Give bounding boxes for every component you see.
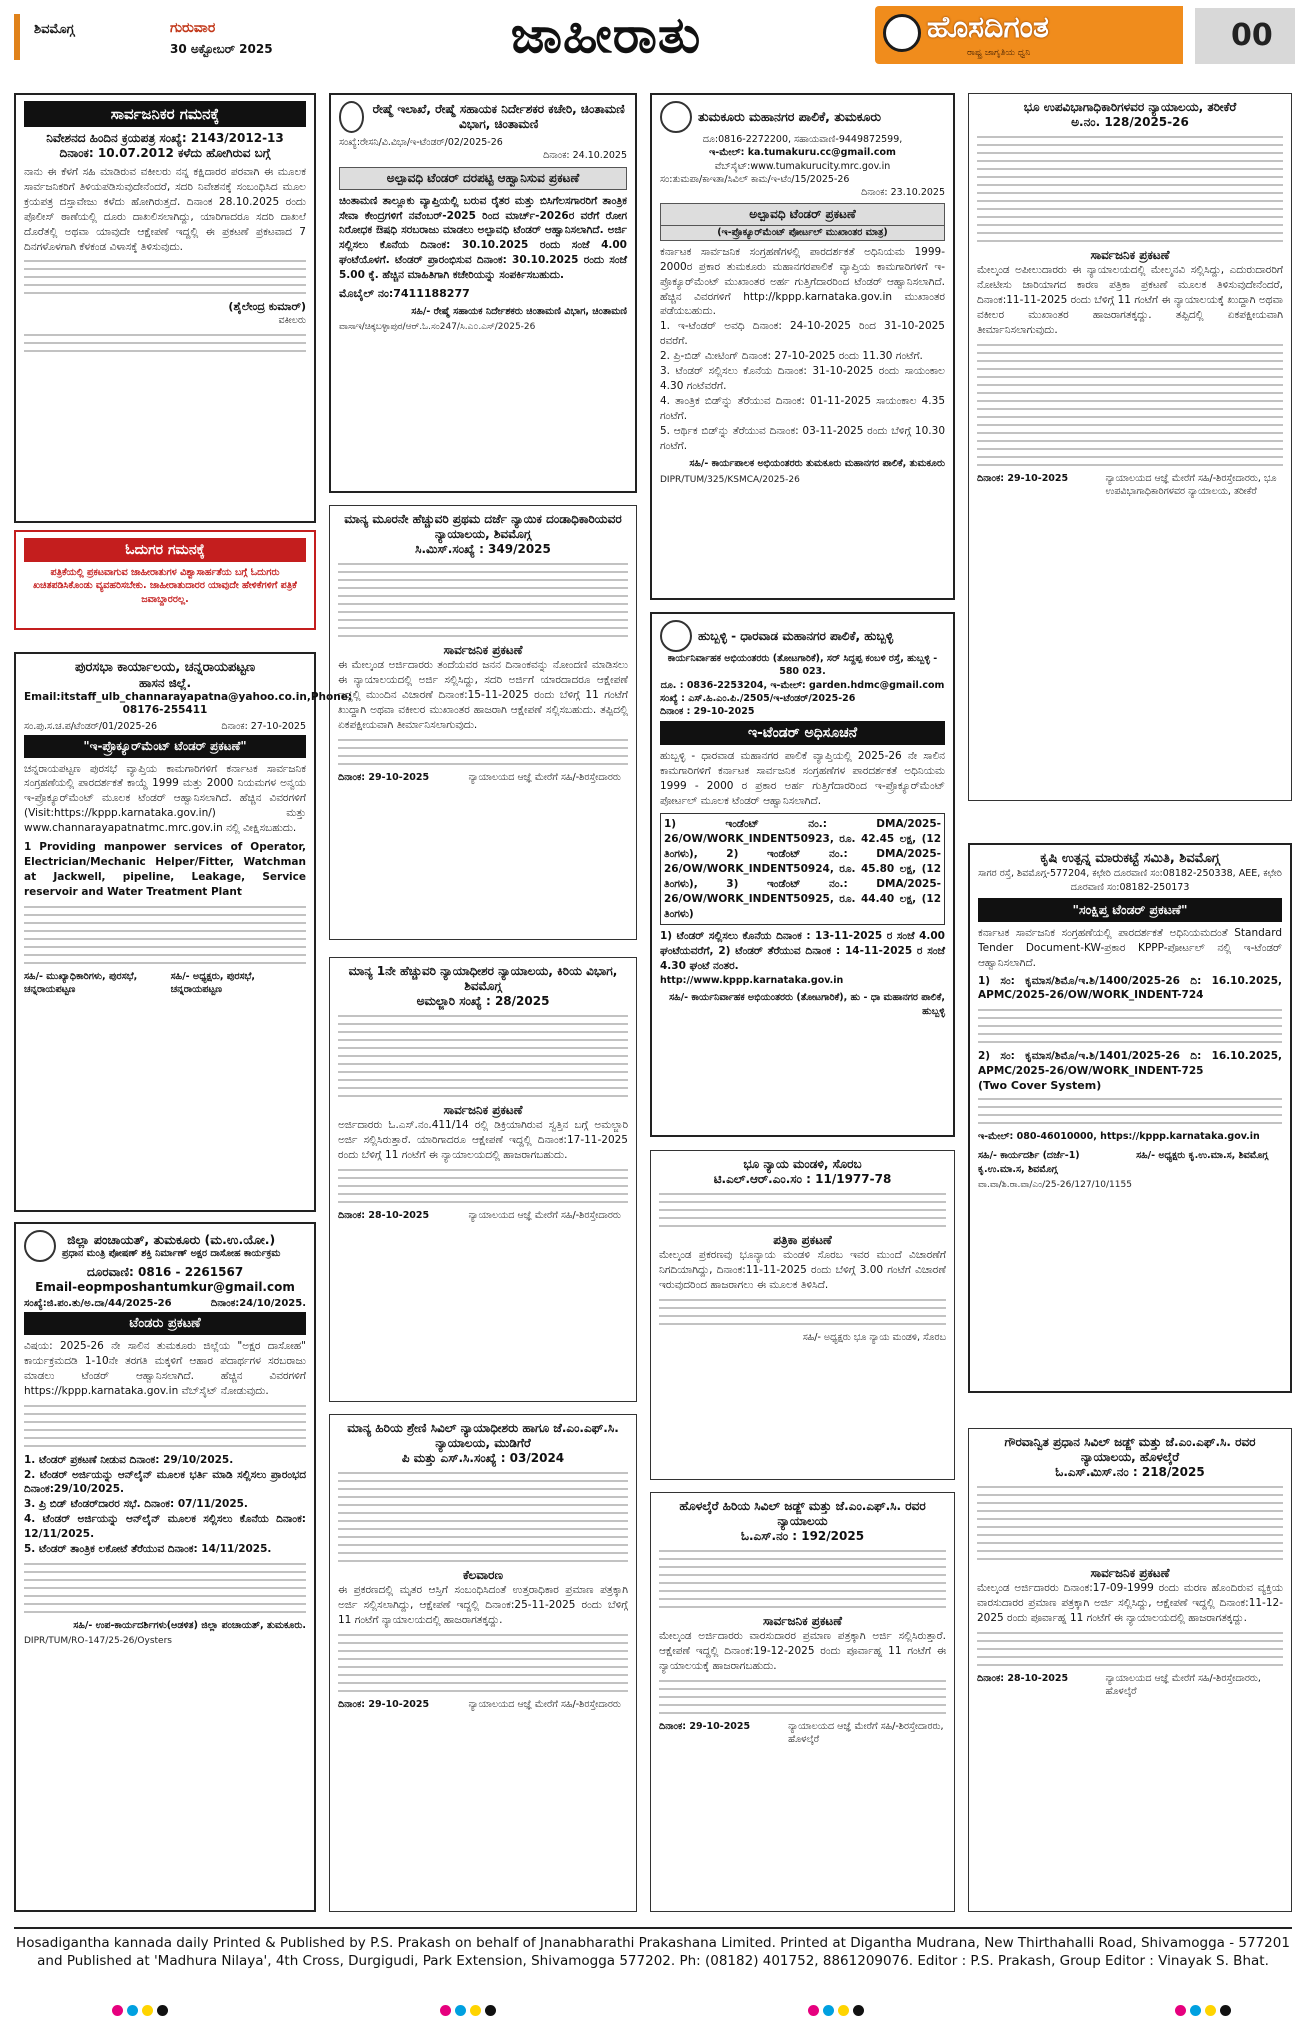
website: ವೆಬ್‌ಸೈಟ್:www.tumakurucity.mrc.gov.in (714, 160, 891, 172)
notice-title: ಸಾರ್ವಜನಿಕ ಪ್ರಕಟಣೆ (762, 1614, 843, 1628)
text-lines (977, 136, 1283, 242)
text-lines (338, 563, 628, 637)
case-number: ಓ.ಎಸ್.ನಂ : 192/2025 (740, 1529, 865, 1543)
notice-title: ಸಾರ್ವಜನಿಕ ಪ್ರಕಟಣೆ (443, 643, 523, 657)
court-name: ಮಾನ್ಯ 1ನೇ ಹೆಚ್ಚುವರಿ ನ್ಯಾಯಾಧೀಶರ ನ್ಯಾಯಾಲಯ, ಕಿರಿಯ ವಿಭಾಗ, ಶಿವಮೊಗ್ಗ (348, 964, 618, 993)
signature-left: ಸಹಿ/- ಮುಖ್ಯಾಧಿಕಾರಿಗಳು, ಪುರಸಭೆ, ಚನ್ನರಾಯಪಟ್ಟಣ (24, 970, 138, 995)
signature: ಸಹಿ/- ಅಧ್ಯಕ್ಷರು ಭೂ ನ್ಯಾಯ ಮಂಡಳಿ, ಸೊರಬ (802, 1331, 946, 1343)
notice-body: ಮೇಲ್ಕಂಡ ಅರ್ಜಿದಾರರು ವಾರಸುದಾರರ ಪ್ರಮಾಣ ಪತ್ರಕ್ಕಾಗಿ ಅರ್ಜಿ ಸಲ್ಲಿಸಿರುತ್ತಾರೆ. ಆಕ್ಷೇಪಣೆ ಇದ್ದಲ್ಲಿ ದಿನಾಂಕ:19-12-2025 ರಂದು ಪೂರ್ವಾಹ್ನ 11 ಗಂಟೆಗೆ ಈ ನ್ಯಾಯಾಲಯಕ್ಕೆ ಹಾಜರಾಗಬಹುದು. (659, 1630, 946, 1672)
ref-date: ದಿನಾಂಕ: 23.10.2025 (861, 187, 945, 199)
schedule-item: 3. ಪ್ರಿ ಬಿಡ್ ಟೆಂಡರ್‌ದಾರರ ಸಭೆ. ದಿನಾಂಕ: 07/11/2025. (24, 1498, 248, 1511)
notice-title: ಕೆಲವಾರಣ (462, 1568, 504, 1582)
signature: ಸಹಿ/- ಕಾರ್ಯನಿರ್ವಾಹಕ ಅಭಿಯಂತರರು (ತೋಟಗಾರಿಕೆ), ಹು - ಧಾ ಮಹಾನಗರ ಪಾಲಿಕೆ, ಹುಬ್ಬಳ್ಳಿ (669, 992, 945, 1017)
office-name: ಪುರಸಭಾ ಕಾರ್ಯಾಲಯ, ಚನ್ನರಾಯಪಟ್ಟಣ (74, 660, 256, 675)
notice-apmc-shivamogga-tender (968, 843, 1292, 1393)
text-lines (24, 906, 306, 964)
dipr-code: DIPR/TUM/325/KSMCA/2025-26 (660, 474, 800, 485)
text-lines (978, 1009, 1282, 1043)
text-lines (338, 1472, 628, 1562)
signature: ಸಹಿ/- ಕಾರ್ಯಪಾಲಕ ಅಭಿಯಂತರರು ತುಮಕೂರು ಮಹಾನಗರ ಪಾಲಿಕೆ, ತುಮಕೂರು (689, 458, 945, 470)
date-item: 4. ತಾಂತ್ರಿಕ ಬಿಡ್‌ನ್ನು ತೆರೆಯುವ ದಿನಾಂಕ: 01-11-2025 ಸಾಯಂಕಾಲ 4.35 ಗಂಟೆಗೆ. (660, 394, 945, 422)
notice-tumakuru-corp-tender (650, 93, 955, 600)
schedule-item: 1. ಟೆಂಡರ್ ಪ್ರಕಟಣೆ ನೀಡುವ ದಿನಾಂಕ: 29/10/2025. (24, 1453, 234, 1466)
notice-date: ದಿನಾಂಕ: 29-10-2025 (659, 1720, 751, 1732)
ref: ಸಂಖ್ಯೆ : ಎಸ್.ಹಿ.ಎಂ.ಪಿ./2505/ಇ-ಟೆಂಡರ್/2025-26 (660, 692, 856, 704)
brand-banner (875, 6, 1183, 64)
notice-court-shivamogga-2 (329, 957, 637, 1402)
imprint-footer: Hosadigantha kannada daily Printed & Published by P.S. Prakash on behalf of Jnanabharathi Prakashana Limited. Printed at Digantha Mudrana, New Thirthahalli Road, Shivamogga - 577201 and Published at 'Madhura Nilaya', 4th Cross, Durgigudi, Park Extension, Shivamogga 577202. Ph: (08182) 401752, 8861209076. Editor : P.S. Prakash, Group Editor : Vinayak S. Bhat. (14, 1927, 1292, 1971)
office-sub: ಕಾರ್ಯನಿರ್ವಾಹಕ ಅಭಿಯಂತರರು (ತೋಟಗಾರಿಕೆ), ಸರ್ ಸಿದ್ದಪ್ಪ ಕಂಬಳಿ ರಸ್ತೆ, ಹುಬ್ಬಳ್ಳಿ - 580 023. (667, 653, 938, 678)
brand-logo-icon (883, 14, 921, 52)
notice-date: ದಿನಾಂಕ: 28-10-2025 (338, 1209, 430, 1221)
case-number: ಅಮಲ್ಜಾರಿ ಸಂಖ್ಯೆ : 28/2025 (416, 994, 550, 1008)
notice-date: ದಿನಾಂಕ: 29-10-2025 (338, 1698, 430, 1710)
notice-body: ಮೇಲ್ಕಂಡ ಪ್ರಕರಣವು ಭೂನ್ಯಾಯ ಮಂಡಳಿ ಸೊರಬ ಇವರ ಮುಂದೆ ವಿಚಾರಣೆಗೆ ನಿಗದಿಯಾಗಿದ್ದು, ದಿನಾಂಕ:11-11-2025 ರಂದು ಬೆಳಿಗ್ಗೆ 3.00 ಗಂಟೆಗೆ ವಿಚಾರಣೆ ಇರುವುದರಿಂದ ಹಾಜರಾಗಲು ಈ ಮೂಲಕ ತಿಳಿಸಿದೆ. (659, 1249, 946, 1291)
case-number: ಸಿ.ಮಿಸ್.ಸಂಖ್ಯೆ : 349/2025 (415, 542, 551, 556)
notice-title: ಅಲ್ಪಾವಧಿ ಟೆಂಡರ್ ದರಪಟ್ಟಿ ಆಹ್ವಾನಿಸುವ ಪ್ರಕಟಣೆ (339, 167, 627, 190)
notice-court-mudigere (329, 1414, 637, 1912)
notice-ac-court-tarikere (968, 93, 1292, 801)
ref: ಸಂ:ತುಮಪಾ/ಕಾಇತಾ/ಸಿವಿಲ್ ಕಾಮ/ಇ-ಟೆಂ/15/2025-26 (660, 173, 850, 185)
signature-left: ಸಹಿ/- ಕಾರ್ಯದರ್ಶಿ (ದರ್ಜೆ-1) ಕೃ.ಉ.ಮಾ.ಸ, ಶಿವಮೊಗ್ಗ (978, 1150, 1080, 1175)
notice-body: ಕರ್ನಾಟಕ ಸಾರ್ವಜನಿಕ ಸಂಗ್ರಹಣೆಯಲ್ಲಿ ಪಾರದರ್ಶಕತೆ ಅಧಿನಿಯಮದಂತೆ Standard Tender Document-KW-ಪ್ರಕಾರ KPPP-ಪೋರ್ಟಲ್ ನಲ್ಲಿ ಇ-ಟೆಂಡರ್ ಆಹ್ವಾನಿಸಲಾಗಿದೆ. (978, 926, 1282, 969)
signer-role: ವಕೀಲರು (278, 315, 306, 327)
work-description: 1 Providing manpower services of Operator, Electrician/Mechanic Helper/Fitter, Watchman at Jackwell, pipeline, Leakage, Service reservoir and Water Treatment Plant (24, 841, 306, 898)
corporation-logo-icon (660, 101, 692, 133)
ad-code: ವಾಸಾಇ/ಚಿಕ್ಕಬಳ್ಳಾಪುರ/ಆರ್.ಓ.ಸಂ247/ಸಿ.ಎ೦.ಎಸ್/2025-26 (339, 322, 536, 333)
notice-tumakuru-zp-tender (14, 1222, 316, 1912)
signature: ಸಹಿ/- ರೇಷ್ಮೆ ಸಹಾಯಕ ನಿರ್ದೇಶಕರು ಚಿಂತಾಮಣಿ ವಿಭಾಗ, ಚಿಂತಾಮಣಿ (411, 306, 627, 318)
ref: ಸಂಖ್ಯೆ:ರೇಸನಿ/ವಿ.ವಿಭಾ/ಇ-ಟೆಂಡರ್/02/2025-26 (339, 137, 503, 148)
notice-title: "ಸಂಕ್ಷಿಪ್ತ ಟೆಂಡರ್ ಪ್ರಕಟಣೆ" (978, 898, 1282, 922)
registration-marks (808, 2005, 864, 2019)
notice-body: ಈ ಪ್ರಕರಣದಲ್ಲಿ ಮೃತರ ಆಸ್ತಿಗೆ ಸಂಬಂಧಿಸಿದಂತೆ ಉತ್ತರಾಧಿಕಾರ ಪ್ರಮಾಣ ಪತ್ರಕ್ಕಾಗಿ ಅರ್ಜಿ ಸಲ್ಲಿಸಲಾಗಿದ್ದು, ಆಕ್ಷೇಪಣೆ ಇದ್ದಲ್ಲಿ ದಿನಾಂಕ:25-11-2025 ರಂದು ಬೆಳಿಗ್ಗೆ 11 ಗಂಟೆಗೆ ನ್ಯಾಯಾಲಯದಲ್ಲಿ ಹಾಜರಾಗತಕ್ಕದ್ದು. (338, 1584, 628, 1626)
case-number: ಪಿ ಮತ್ತು ಎಸ್.ಸಿ.ಸಂಖ್ಯೆ : 03/2024 (401, 1451, 565, 1465)
court-name: ಗೌರವಾನ್ವಿತ ಪ್ರಧಾನ ಸಿವಿಲ್ ಜಡ್ಜ್ ಮತ್ತು ಜೆ.ಎಂ.ಎಫ್.ಸಿ. ರವರ ನ್ಯಾಯಾಲಯ, ಹೊಳಲ್ಕೆರೆ (1004, 1435, 1256, 1464)
notice-date: ದಿನಾಂಕ: 28-10-2025 (977, 1672, 1069, 1684)
text-lines (659, 1299, 946, 1325)
text-lines (338, 1169, 628, 1203)
text-lines (977, 1632, 1283, 1666)
signature: ಸಹಿ/- ಉಪ-ಕಾರ್ಯದರ್ಶಿಗಳು(ಆಡಳಿತ) ಜಿಲ್ಲಾ ಪಂಚಾಯತ್, ತುಮಕೂರು. (73, 1619, 306, 1631)
court-name: ಮಾನ್ಯ ಮೂರನೇ ಹೆಚ್ಚುವರಿ ಪ್ರಥಮ ದರ್ಜೆ ನ್ಯಾಯಿಕ ದಂಡಾಧಿಕಾರಿಯವರ ನ್ಯಾಯಾಲಯ, ಶಿವಮೊಗ್ಗ (344, 512, 622, 541)
notice-public-lost-deed (14, 93, 316, 523)
notice-body: ನಾನು ಈ ಕೆಳಗೆ ಸಹಿ ಮಾಡಿರುವ ವಕೀಲರು ನನ್ನ ಕಕ್ಷಿದಾರರ ಪರವಾಗಿ ಈ ಮೂಲಕ ಸಾರ್ವಜನಿಕರಿಗೆ ತಿಳಿಯಪಡಿಸುವುದೇನೆಂದರೆ, ಸದರಿ ನಿವೇಶನಕ್ಕೆ ಸಂಬಂಧಿಸಿದ ಮೂಲ ಕ್ರಯಪತ್ರ ದಸ್ತಾವೇಜು ಕಳೆದು ಹೋಗಿರುತ್ತದೆ. ದಿನಾಂಕ 28.10.2025 ರಂದು ಪೊಲೀಸ್ ಠಾಣೆಯಲ್ಲಿ ದೂರು ದಾಖಲಿಸಲಾಗಿದ್ದು, ಯಾರಿಗಾದರೂ ಸದರಿ ದಾಖಲೆ ದೊರೆತಲ್ಲಿ ಅಥವಾ ಯಾವುದೇ ಆಕ್ಷೇಪಣೆ ಇದ್ದಲ್ಲಿ ಈ ಪ್ರಕಟಣೆ ಪ್ರಕಟವಾದ 7 ದಿನಗಳೊಳಗಾಗಿ ಕೆಳಕಂಡ ವಿಳಾಸಕ್ಕೆ ತಿಳಿಸುವುದು. (24, 166, 306, 253)
notice-body: ಹುಬ್ಬಳ್ಳಿ - ಧಾರವಾಡ ಮಹಾನಗರ ಪಾಲಿಕೆ ವ್ಯಾಪ್ತಿಯಲ್ಲಿ 2025-26 ನೇ ಸಾಲಿನ ಕಾಮಗಾರಿಗಳಿಗೆ ಕರ್ನಾಟಕ ಸಾರ್ವಜನಿಕ ಸಂಗ್ರಹಣೆಗಳ ಪಾರದರ್ಶಕತೆ ಅಧಿನಿಯಮ 1999 - 2000 ರ ಪ್ರಕಾರ ಅರ್ಹ ಗುತ್ತಿಗೆದಾರರಿಂದ ಇ-ಪ್ರೊಕ್ಯೂರ್‌ಮೆಂಟ್ ಪೋರ್ಟಲ್ ಮೂಲಕ ಟೆಂಡರ್ ಆಹ್ವಾನಿಸಲಾಗಿದೆ. (660, 750, 945, 808)
court-name: ಭೂ ಉಪವಿಭಾಗಾಧಿಕಾರಿಗಳವರ ನ್ಯಾಯಾಲಯ, ತರೀಕೆರೆ (1023, 100, 1237, 114)
district: ಹಾಸನ ಜಿಲ್ಲೆ. (138, 676, 192, 691)
registration-marks (112, 2005, 168, 2019)
ref: ಸಂ.ಪು.ಸ.ಚ.ಪ/ಟೆಂಡರ್/01/2025-26 (24, 720, 158, 732)
notice-ref-date: ದಿನಾಂಕ: 10.07.2012 ಕಳೆದು ಹೋಗಿರುವ ಬಗ್ಗೆ (59, 146, 271, 160)
contact: ಇ-ಮೇಲ್: 080-46010000, https://kppp.karnataka.gov.in (978, 1131, 1260, 1143)
corporation-logo-icon (660, 620, 692, 652)
ad-code: ವಾ.ವಾ/ಶಿ.ರಾ.ವಾ/ಎಂ/25-26/127/10/1155 (978, 1180, 1132, 1191)
notice-body: ವಿಷಯ: 2025-26 ನೇ ಸಾಲಿನ ತುಮಕೂರು ಜಿಲ್ಲೆಯ "ಅಕ್ಷರ ದಾಸೋಹ" ಕಾರ್ಯಕ್ರಮದಡಿ 1-10ನೇ ತರಗತಿ ಮಕ್ಕಳಿಗೆ ಆಹಾರ ಪದಾರ್ಥಗಳ ಸರಬರಾಜು ಮಾಡಲು ಟೆಂಡರ್ ಆಹ್ವಾನಿಸಲಾಗಿದೆ. ಹೆಚ್ಚಿನ ವಿವರಗಳಿಗೆ https://kppp.karnataka.gov.in ವೆಬ್‌ಸೈಟ್ ನೋಡುವುದು. (24, 1340, 306, 1397)
signature-right: ಸಹಿ/- ಅಧ್ಯಕ್ಷರು, ಪುರಸಭೆ, ಚನ್ನರಾಯಪಟ್ಟಣ (170, 970, 256, 995)
notice-body: ಮೇಲ್ಕಂಡ ಅಪೀಲುದಾರರು ಈ ನ್ಯಾಯಾಲಯದಲ್ಲಿ ಮೇಲ್ಮನವಿ ಸಲ್ಲಿಸಿದ್ದು, ಎದುರುದಾರರಿಗೆ ನೋಟೀಸು ಜಾರಿಯಾಗದ ಕಾರಣ ಪತ್ರಿಕಾ ಪ್ರಕಟಣೆ ಮೂಲಕ ತಿಳಿಸುವುದೇನೆಂದರೆ, ದಿನಾಂಕ:11-11-2025 ರಂದು ಬೆಳಿಗ್ಗೆ 11 ಗಂಟೆಗೆ ಈ ನ್ಯಾಯಾಲಯಕ್ಕೆ ಖುದ್ದಾಗಿ ಅಥವಾ ವಕೀಲರ ಮುಖಾಂತರ ಹಾಜರಾಗತಕ್ಕದ್ದು. ತಪ್ಪಿದಲ್ಲಿ ಏಕಪಕ್ಷೀಯವಾಗಿ ತೀರ್ಮಾನಿಸಲಾಗುವುದು. (977, 264, 1283, 336)
schedule-item: 2. ಟೆಂಡರ್ ಅರ್ಜಿಯನ್ನು ಆನ್‌ಲೈನ್ ಮೂಲಕ ಭರ್ತಿ ಮಾಡಿ ಸಲ್ಲಿಸಲು ಪ್ರಾರಂಭದ ದಿನಾಂಕ:29/10/2025. (24, 1468, 306, 1496)
notice-body: ಚಿಂತಾಮಣಿ ತಾಲ್ಲೂಕು ವ್ಯಾಪ್ತಿಯಲ್ಲಿ ಬರುವ ರೈತರ ಮತ್ತು ಬಿಸಿಗೆಲಸಗಾರರಿಗೆ ತಾಂತ್ರಿಕ ಸೇವಾ ಕೇಂದ್ರಗಳಿಗೆ ನವೆಂಬರ್-2025 ರಿಂದ ಮಾರ್ಚ್-2026ರ ವರೆಗೆ ರೋಗ ನಿರೋಧಕ ಔಷಧಿ ಸರಬರಾಜು ಮಾಡಲು ಅಲ್ಪಾವಧಿ ಟೆಂಡರ್ ಆಹ್ವಾನಿಸಲಾಗಿದೆ. ಅರ್ಜಿ ಸಲ್ಲಿಸಲು ಕೊನೆಯ ದಿನಾಂಕ: 30.10.2025 ರಂದು ಸಂಜೆ 4.00 ಘಂಟೆಯೊಳಗೆ. ಟೆಂಡರ್ ಪ್ರಾರಂಭಿಸುವ ದಿನಾಂಕ: 30.10.2025 ರಂದು ಸಂಜೆ 5.00 ಕ್ಕೆ. ಹೆಚ್ಚಿನ ಮಾಹಿತಿಗಾಗಿ ಕಚೇರಿಯನ್ನು ಸಂಪರ್ಕಿಸಬಹುದು. (339, 194, 627, 282)
notice-readers (14, 530, 316, 630)
notice-body: ಅರ್ಜಿದಾರರು ಓ.ಎಸ್.ನಂ.411/14 ರಲ್ಲಿ ಡಿಕ್ರಿಯಾಗಿರುವ ಸ್ವತ್ತಿನ ಬಗ್ಗೆ ಅಮಲ್ಜಾರಿ ಅರ್ಜಿ ಸಲ್ಲಿಸಿರುತ್ತಾರೆ. ಯಾರಿಗಾದರೂ ಆಕ್ಷೇಪಣೆ ಇದ್ದಲ್ಲಿ ದಿನಾಂಕ:17-11-2025 ರಂದು ಬೆಳಿಗ್ಗೆ 11 ಗಂಟೆಗೆ ಈ ನ್ಯಾಯಾಲಯದಲ್ಲಿ ಹಾಜರಾಗಬಹುದು. (338, 1119, 628, 1161)
signature: ನ್ಯಾಯಾಲಯದ ಆಜ್ಞೆ ಮೇರೆಗೆ ಸಹಿ/-ಶಿರಸ್ತೇದಾರರು, ಹೊಳಲ್ಕೆರೆ (1105, 1672, 1261, 1698)
phone: ದೂರವಾಣಿ: 0816 - 2261567 (86, 1265, 244, 1279)
court-name: ಹೊಳಲ್ಕೆರೆ ಹಿರಿಯ ಸಿವಿಲ್ ಜಡ್ಜ್ ಮತ್ತು ಜೆ.ಎಂ.ಎಫ್.ಸಿ. ರವರ ನ್ಯಾಯಾಲಯ (679, 1499, 926, 1528)
court-name: ಮಾನ್ಯ ಹಿರಿಯ ಶ್ರೇಣಿ ಸಿವಿಲ್ ನ್ಯಾಯಾಧೀಶರು ಹಾಗೂ ಜೆ.ಎಂ.ಎಫ್.ಸಿ. ನ್ಯಾಯಾಲಯ, ಮುಡಿಗೆರೆ (347, 1421, 619, 1450)
text-lines (24, 1405, 306, 1447)
notice-title: ಸಾರ್ವಜನಿಕ ಪ್ರಕಟಣೆ (1090, 248, 1170, 262)
registration-marks (1175, 2005, 1231, 2019)
notice-court-holalkere-2 (968, 1428, 1292, 1912)
ref-date: ದಿನಾಂಕ: 27-10-2025 (221, 720, 306, 732)
notice-title: ಇ-ಟೆಂಡರ್ ಅಧಿಸೂಚನೆ (660, 721, 945, 745)
office-name: ಹುಬ್ಬಳ್ಳಿ - ಧಾರವಾಡ ಮಹಾನಗರ ಪಾಲಿಕೆ, ಹುಬ್ಬಳ್ಳಿ (698, 628, 894, 643)
brand-name: ಹೊಸದಿಗಂತ (927, 10, 1049, 45)
signer: (ಶೈಲೇಂದ್ರ ಕುಮಾರ್) (228, 300, 306, 314)
dipr-code: DIPR/TUM/RO-147/25-26/Oysters (24, 1636, 172, 1647)
text-lines (24, 260, 306, 294)
date-item: 3. ಟೆಂಡರ್ ಸಲ್ಲಿಸಲು ಕೊನೆಯ ದಿನಾಂಕ: 31-10-2025 ರಂದು ಸಾಯಂಕಾಲ 4.30 ಗಂಟೆವರೆಗೆ. (660, 365, 945, 392)
section-title: ಜಾಹೀರಾತು (510, 5, 702, 64)
notice-subtitle: (ಇ-ಪ್ರೊಕ್ಯೂರ್‌ಮೆಂಟ್ ಪೋರ್ಟಲ್ ಮುಖಾಂತರ ಮಾತ್ರ) (660, 226, 945, 240)
cover-system: (Two Cover System) (978, 1079, 1102, 1093)
email: Email-eopmposhantumkur@gmail.com (35, 1280, 295, 1294)
text-lines (24, 334, 306, 352)
case-number: ಓ.ಎಸ್.ಮಿಸ್.ನಂ : 218/2025 (1055, 1465, 1205, 1479)
text-lines (977, 344, 1283, 466)
email: ಇ-ಮೇಲ್: ka.tumakuru.cc@gmail.com (709, 147, 896, 159)
signature: ನ್ಯಾಯಾಲಯದ ಆಜ್ಞೆ ಮೇರೆಗೆ ಸಹಿ/-ಶಿರಸ್ತೇದಾರರು, ಭೂ ಉಪವಿಭಾಗಾಧಿಕಾರಿಗಳವರ ನ್ಯಾಯಾಲಯ, ತರೀಕೆರೆ (1105, 472, 1277, 497)
notice-date: ದಿನಾಂಕ: 29-10-2025 (338, 771, 430, 783)
signature: ನ್ಯಾಯಾಲಯದ ಆಜ್ಞೆ ಮೇರೆಗೆ ಸಹಿ/-ಶಿರಸ್ತೇದಾರರು, ಹೊಳಲ್ಕೆರೆ (788, 1720, 944, 1746)
date-item: 1. ಇ-ಟೆಂಡರ್ ಅವಧಿ ದಿನಾಂಕ: 24-10-2025 ರಿಂದ 31-10-2025 ರವರೆಗೆ. (660, 320, 945, 348)
day-label: ಗುರುವಾರ (170, 20, 216, 36)
notice-title: ಟೆಂಡರು ಪ್ರಕಟಣೆ (24, 1312, 306, 1335)
contact: Email:itstaff_ulb_channarayapatna@yahoo.co.in,Phone: 08176-255411 (24, 691, 353, 717)
notice-ref: ನಿವೇಶನದ ಹಿಂದಿನ ಕ್ರಯಪತ್ರ ಸಂಖ್ಯೆ: 2143/2012-13 (46, 131, 284, 145)
notice-court-shivamogga-1 (329, 505, 637, 940)
text-lines (338, 1634, 628, 1692)
signature: ನ್ಯಾಯಾಲಯದ ಆಜ್ಞೆ ಮೇರೆಗೆ ಸಹಿ/-ಶಿರಸ್ತೇದಾರರು (468, 1698, 621, 1710)
address: ಸಾಗರ ರಸ್ತೆ, ಶಿವಮೊಗ್ಗ-577204, ಕಛೇರಿ ದೂರವಾಣಿ ಸಂ:08182-250338, AEE, ಕಛೇರಿ ದೂರವಾಣಿ ಸಂ:08182-250173 (978, 868, 1282, 893)
notice-title: ಸಾರ್ವಜನಿಕರ ಗಮನಕ್ಕೆ (24, 101, 306, 127)
masthead-left (14, 14, 414, 60)
schedule-item: 5. ಟೆಂಡರ್ ತಾಂತ್ರಿಕ ಲಕೋಟೆ ತೆರೆಯುವ ದಿನಾಂಕ: 14/11/2025. (24, 1543, 272, 1556)
schedule-item: 4. ಟೆಂಡರ್ ಅರ್ಜಿಯನ್ನು ಆನ್‌ಲೈನ್ ಮೂಲಕ ಸಲ್ಲಿಸಲು ಕೊನೆಯ ದಿನಾಂಕ: 12/11/2025. (24, 1513, 306, 1541)
notice-title: ಪತ್ರಿಕಾ ಪ್ರಕಟಣೆ (773, 1233, 832, 1247)
city-label: ಶಿವಮೊಗ್ಗ (34, 22, 75, 37)
notice-title: ಅಲ್ಪಾವಧಿ ಟೆಂಡರ್ ಪ್ರಕಟಣೆ (660, 203, 945, 226)
notice-title: "ಇ-ಪ್ರೊಕ್ಯೂರ್‌ಮೆಂಟ್ ಟೆಂಡರ್ ಪ್ರಕಟಣೆ" (24, 735, 306, 758)
website: http://www.kppp.karnataka.gov.in (660, 975, 844, 987)
office-name: ಜಿಲ್ಲಾ ಪಂಚಾಯತ್, ತುಮಕೂರು (ಮ.ಉ.ಯೋ.) (67, 1231, 276, 1247)
notice-court-holalkere-1 (650, 1492, 955, 1912)
signature-right: ಸಹಿ/- ಅಧ್ಯಕ್ಷರು ಕೃ.ಉ.ಮಾ.ಸ, ಶಿವಮೊಗ್ಗ (1136, 1150, 1269, 1162)
text-lines (977, 1486, 1283, 1560)
text-lines (24, 1563, 306, 1613)
ref-date: ದಿನಾಂಕ : 29-10-2025 (660, 706, 755, 718)
phone: ದೂ:0816-2272200, ಸಹಾಯವಾಣಿ-9449872599, (702, 134, 903, 145)
text-lines (659, 1193, 946, 1227)
office-sub: ಪ್ರಧಾನ ಮಂತ್ರಿ ಪೋಷಣ್ ಶಕ್ತಿ ನಿರ್ಮಾಣ್ ಅಕ್ಷರ ದಾಸೋಹ ಕಾರ್ಯಕ್ರಮ (62, 1248, 281, 1260)
notice-land-tribunal-soraba (650, 1150, 955, 1480)
text-lines (338, 1015, 628, 1097)
notice-body: ಚನ್ನರಾಯಪಟ್ಟಣ ಪುರಸಭೆ ವ್ಯಾಪ್ತಿಯ ಕಾಮಗಾರಿಗಳಿಗೆ ಕರ್ನಾಟಕ ಸಾರ್ವಜನಿಕ ಸಂಗ್ರಹಣೆಯಲ್ಲಿ ಪಾರದರ್ಶಕತೆ ಕಾಯ್ದೆ 1999 ಮತ್ತು 2000 ನಿಯಮಗಳ ಅನ್ವಯ ಇ-ಪ್ರೊಕ್ಯೂರ್‌ಮೆಂಟ್ ಮೂಲಕ ಟೆಂಡರ್ ಆಹ್ವಾನಿಸಲಾಗಿದೆ. ಹೆಚ್ಚಿನ ವಿವರಗಳಿಗೆ (Visit:https://kppp.karnataka.gov.in/) ಮತ್ತು www.channarayapatnatmc.mrc.gov.in ನಲ್ಲಿ ವೀಕ್ಷಿಸಬಹುದು. (24, 762, 306, 835)
deadlines: 1) ಟೆಂಡರ್ ಸಲ್ಲಿಸಲು ಕೊನೆಯ ದಿನಾಂಕ : 13-11-2025 ರ ಸಂಜೆ 4.00 ಘಂಟೆಯವರೆಗೆ, 2) ಟೆಂಡರ್ ತೆರೆಯುವ ದಿನಾಂಕ : 14-11-2025 ರ ಸಂಜೆ 4.30 ಘಂಟೆ ನಂತರ. (660, 930, 945, 973)
case-number: ಟಿ.ಎಲ್.ಆರ್.ಎಂ.ಸಂ : 11/1977-78 (713, 1172, 892, 1186)
government-emblem-icon (339, 101, 364, 133)
notice-channarayapatna-tender (14, 652, 353, 1212)
work-item: 2) ಸಂ: ಕೃಮಾಸ/ಶಿಮೊ/ಇ.ಶಿ/1401/2025-26 ದಿ: 16.10.2025, APMC/2025-26/OW/WORK_INDENT-725 (978, 1050, 1282, 1078)
office-name: ರೇಷ್ಮೆ ಇಲಾಖೆ, ರೇಷ್ಮೆ ಸಹಾಯಕ ನಿರ್ದೇಶಕರ ಕಚೇರಿ, ಚಿಂತಾಮಣಿ ವಿಭಾಗ, ಚಿಂತಾಮಣಿ (372, 102, 625, 131)
text-lines (659, 1550, 946, 1608)
work-item: 1) ಸಂ: ಕೃಮಾಸ/ಶಿಮೊ/ಇ.ಶಿ/1400/2025-26 ದಿ: 16.10.2025, APMC/2025-26/OW/WORK_INDENT-724 (978, 974, 1282, 1002)
notice-title: ಓದುಗರ ಗಮನಕ್ಕೆ (24, 538, 306, 562)
date-label: 30 ಅಕ್ಟೋಬರ್ 2025 (170, 42, 273, 56)
signature: ನ್ಯಾಯಾಲಯದ ಆಜ್ಞೆ ಮೇರೆಗೆ ಸಹಿ/-ಶಿರಸ್ತೇದಾರರು (468, 771, 621, 783)
notice-title: ಸಾರ್ವಜನಿಕ ಪ್ರಕಟಣೆ (443, 1103, 523, 1117)
notice-title: ಸಾರ್ವಜನಿಕ ಪ್ರಕಟಣೆ (1090, 1566, 1170, 1580)
ref-date: ದಿನಾಂಕ:24/10/2025. (210, 1298, 306, 1309)
notice-body: ಈ ಮೇಲ್ಕಂಡ ಅರ್ಜಿದಾರರು ತಂದೆಯವರ ಜನನ ದಿನಾಂಕವನ್ನು ನೋಂದಣಿ ಮಾಡಿಸಲು ಈ ನ್ಯಾಯಾಲಯದಲ್ಲಿ ಅರ್ಜಿ ಸಲ್ಲಿಸಿದ್ದು, ಸದರಿ ಅರ್ಜಿಗೆ ಯಾರದಾದರೂ ಆಕ್ಷೇಪಣೆ ಇದ್ದಲ್ಲಿ ಮುಂದಿನ ವಿಚಾರಣೆ ದಿನಾಂಕ:15-11-2025 ರಂದು ಬೆಳಿಗ್ಗೆ 11 ಗಂಟೆಗೆ ಖುದ್ದಾಗಿ ಅಥವಾ ವಕೀಲರ ಮುಖಾಂತರ ಹಾಜರಾಗಿ ಆಕ್ಷೇಪಣೆ ಸಲ್ಲಿಸಬಹುದು. ತಪ್ಪಿದಲ್ಲಿ ಏಕಪಕ್ಷೀಯವಾಗಿ ತೀರ್ಮಾನಿಸಲಾಗುವುದು. (338, 659, 628, 731)
court-name: ಭೂ ನ್ಯಾಯ ಮಂಡಳಿ, ಸೊರಬ (743, 1157, 862, 1171)
ref-date: ದಿನಾಂಕ: 24.10.2025 (543, 150, 627, 162)
notice-sericulture-tender (329, 93, 637, 493)
date-item: 2. ಪ್ರಿ-ಬಿಡ್ ಮೀಟಿಂಗ್ ದಿನಾಂಕ: 27-10-2025 ರಂದು 11.30 ಗಂಟೆಗೆ. (660, 350, 923, 363)
text-lines (659, 1680, 946, 1714)
phone: ಮೊಬೈಲ್ ನಂ:7411188277 (339, 287, 470, 301)
brand-tagline: ರಾಷ್ಟ್ರ ಜಾಗೃತಿಯ ಧ್ವನಿ (967, 48, 1031, 58)
text-lines (338, 739, 628, 765)
office-name: ಕೃಷಿ ಉತ್ಪನ್ನ ಮಾರುಕಟ್ಟೆ ಸಮಿತಿ, ಶಿವಮೊಗ್ಗ (1040, 851, 1220, 866)
registration-marks (440, 2005, 496, 2019)
notice-hubballi-etender (650, 612, 955, 1137)
text-lines (978, 1098, 1282, 1124)
government-emblem-icon (24, 1230, 56, 1262)
notice-date: ದಿನಾಂಕ: 29-10-2025 (977, 472, 1069, 484)
signature: ನ್ಯಾಯಾಲಯದ ಆಜ್ಞೆ ಮೇರೆಗೆ ಸಹಿ/-ಶಿರಸ್ತೇದಾರರು (468, 1209, 621, 1221)
notice-body: ಪತ್ರಿಕೆಯಲ್ಲಿ ಪ್ರಕಟವಾಗುವ ಜಾಹೀರಾತುಗಳ ವಿಶ್ವಾಸಾರ್ಹತೆಯ ಬಗ್ಗೆ ಓದುಗರು ಖಚಿತಪಡಿಸಿಕೊಂಡು ವ್ಯವಹರಿಸಬೇಕು. ಜಾಹೀರಾತುದಾರರ ಯಾವುದೇ ಹೇಳಿಕೆಗಳಿಗೆ ಪತ್ರಿಕೆ ಜವಾಬ್ದಾರರಲ್ಲ. (33, 567, 297, 605)
case-number: ಅ.ನಂ. 128/2025-26 (1071, 115, 1189, 129)
notice-body: ಕರ್ನಾಟಕ ಸಾರ್ವಜನಿಕ ಸಂಗ್ರಹಣೆಗಳಲ್ಲಿ ಪಾರದರ್ಶಕತೆ ಅಧಿನಿಯಮ 1999-2000ರ ಪ್ರಕಾರ ತುಮಕೂರು ಮಹಾನಗರಪಾಲಿಕೆ ವ್ಯಾಪ್ತಿಯ ಕಾಮಗಾರಿಗಳಿಗೆ ಇ-ಪ್ರೊಕ್ಯೂರ್‌ಮೆಂಟ್ ಮುಖಾಂತರ ಅರ್ಹ ಗುತ್ತಿಗೆದಾರರಿಂದ ಟೆಂಡರ್ ಆಹ್ವಾನಿಸಲಾಗಿದೆ. ಹೆಚ್ಚಿನ ವಿವರಗಳಿಗೆ http://kppp.karnataka.gov.in ಮುಖಾಂತರ ಪಡೆಯಬಹುದು. (660, 245, 945, 318)
works-list: 1) ಇಂಡೆಂಟ್ ನಂ.: DMA/2025-26/OW/WORK_INDENT50923, ರೂ. 42.45 ಲಕ್ಷ, (12 ತಿಂಗಳು), 2) ಇಂಡೆಂಟ್ ನಂ.: DMA/2025-26/OW/WORK_INDENT50924, ರೂ. 45.80 ಲಕ್ಷ, (12 ತಿಂಗಳು), 3) ಇಂಡೆಂಟ್ ನಂ.: DMA/2025-26/OW/WORK_INDENT50925, ರೂ. 44.40 ಲಕ್ಷ, (12 ತಿಂಗಳು) (660, 813, 945, 925)
page-number: 00 (1195, 8, 1295, 64)
office-name: ತುಮಕೂರು ಮಹಾನಗರ ಪಾಲಿಕೆ, ತುಮಕೂರು (698, 109, 881, 125)
phone: ದೂ. : 0836-2253204, ಇ-ಮೇಲ್: garden.hdmc@gmail.com (660, 679, 945, 691)
date-item: 5. ಆರ್ಥಿಕ ಬಿಡ್‌ನ್ನು ತೆರೆಯುವ ದಿನಾಂಕ: 03-11-2025 ರಂದು ಬೆಳಿಗ್ಗೆ 10.30 ಗಂಟೆಗೆ. (660, 424, 945, 452)
ref: ಸಂಖ್ಯೆ:ಜಿ.ಪಂ.ತು/ಅ.ದಾ/44/2025-26 (24, 1298, 172, 1309)
notice-body: ಮೇಲ್ಕಂಡ ಅರ್ಜಿದಾರರು ದಿನಾಂಕ:17-09-1999 ರಂದು ಮರಣ ಹೊಂದಿರುವ ವ್ಯಕ್ತಿಯ ವಾರಸುದಾರರ ಪ್ರಮಾಣ ಪತ್ರಕ್ಕಾಗಿ ಅರ್ಜಿ ಸಲ್ಲಿಸಿದ್ದು, ಆಕ್ಷೇಪಣೆ ಇದ್ದಲ್ಲಿ ದಿನಾಂಕ:11-12-2025 ರಂದು ಪೂರ್ವಾಹ್ನ 11 ಗಂಟೆಗೆ ಈ ನ್ಯಾಯಾಲಯದಲ್ಲಿ ಹಾಜರಾಗತಕ್ಕದ್ದು. (977, 1582, 1283, 1624)
